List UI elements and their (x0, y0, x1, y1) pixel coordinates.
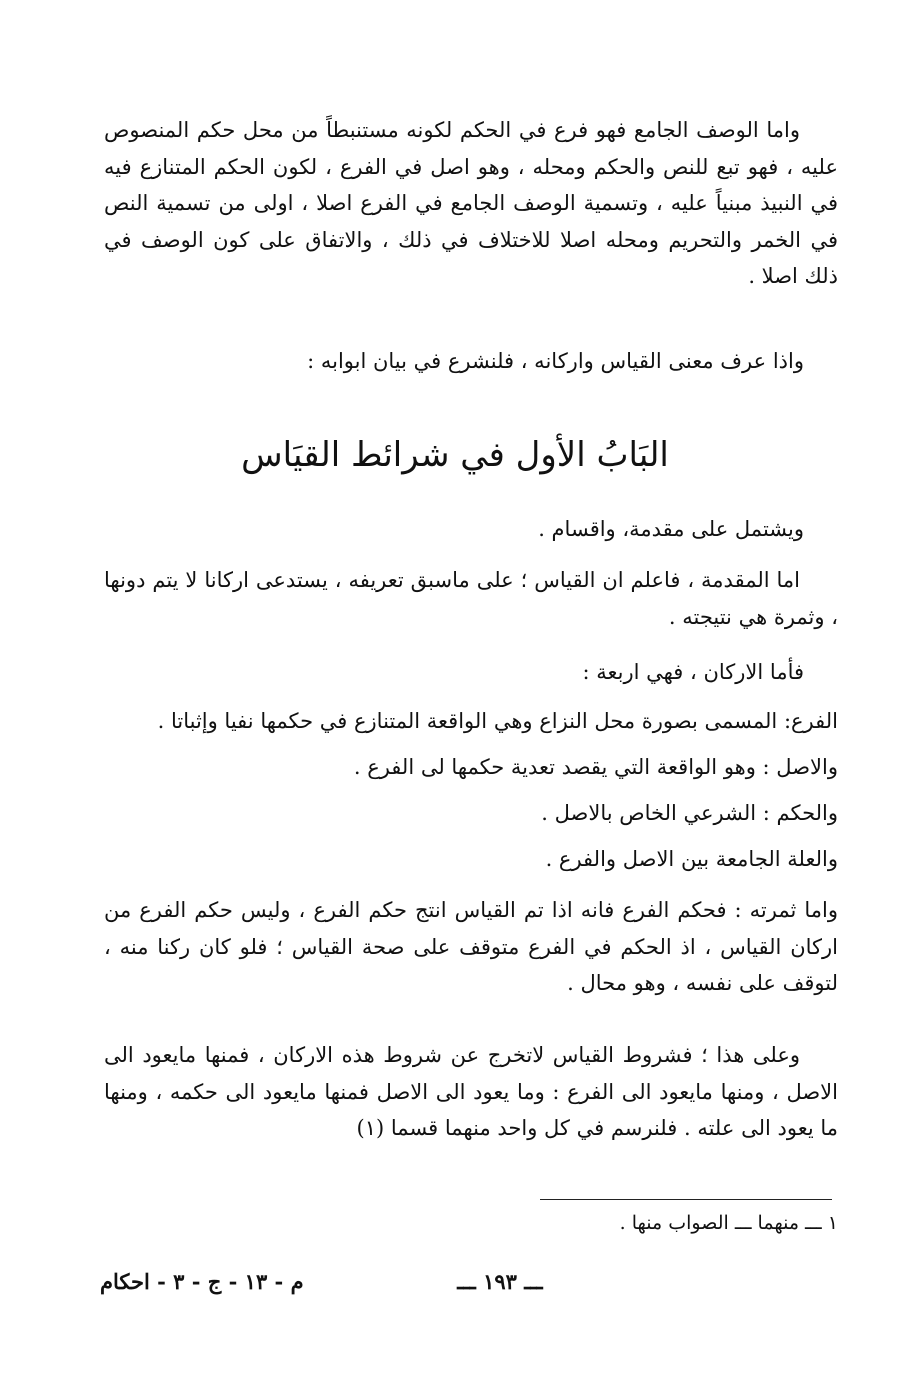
page-footer (100, 1262, 832, 1302)
pillar-far: الفرع: المسمى بصورة محل النزاع وهي الواقعة المتنازع في حكمها نفيا وإثباتا . (157, 709, 838, 733)
footnote-divider (540, 1199, 832, 1200)
pillar-asl: والاصل : وهو الواقعة التي يقصد تعدية حكمها لى الفرع . (353, 755, 838, 779)
fruit-paragraph: واما ثمرته : فحكم الفرع فانه اذا تم القياس انتج حكم الفرع ، وليس حكم الفرع من اركان القياس ، اذ الحكم في الفرع متوقف على صحة القياس ؛ فلو كان ركنا منه ، لتوقف على نفسه ، وهو محال . (104, 898, 838, 995)
muqaddima-paragraph: اما المقدمة ، فاعلم ان القياس ؛ على ماسبق تعريفه ، يستدعى اركانا لا يتم دونها ، وثمرة هي نتيجته . (104, 568, 838, 629)
transition-sentence: واذا عرف معنى القياس واركانه ، فلنشرع في بيان ابوابه : (307, 349, 804, 373)
pillar-hukm: والحكم : الشرعي الخاص بالاصل . (541, 801, 838, 825)
pillars-intro: فأما الاركان ، فهي اربعة : (582, 660, 804, 684)
intro-paragraph: واما الوصف الجامع فهو فرع في الحكم لكونه مستنبطاً من محل حكم المنصوص عليه ، فهو تبع للنص والحكم ومحله ، وهو اصل في الفرع ، لكون الحكم المتنازع فيه في النبيذ مبنياً عليه ، وتسمية الوصف الجامع في الفرع اصلا ، اولى من تسمية النص في الخمر والتحريم ومحله اصلا للاختلاف في ذلك ، والاتفاق على كون الوصف في ذلك اصلا . (104, 118, 838, 288)
pillar-illa: والعلة الجامعة بين الاصل والفرع . (545, 847, 838, 871)
chapter-contents-line: ويشتمل على مقدمة، واقسام . (538, 517, 804, 541)
printer-signature: م - ١٣ - ج - ٣ - احكام (100, 1269, 304, 1294)
page-number: ـــ ١٩٣ ـــ (457, 1269, 543, 1294)
conditions-paragraph: وعلى هذا ؛ فشروط القياس لاتخرج عن شروط هذه الاركان ، فمنها مايعود الى الاصل ، ومنها مايعود الى الفرع : وما يعود الى الاصل فمنها مايعود الى حكمه ، ومنها ما يعود الى علته . فلنرسم في كل واحد منهما قسما (١) (104, 1043, 838, 1140)
chapter-title: البَابُ الأول في شرائط القيَاس (241, 435, 669, 475)
footnote: ١ ـــ منهما ـــ الصواب منها . (619, 1212, 838, 1234)
